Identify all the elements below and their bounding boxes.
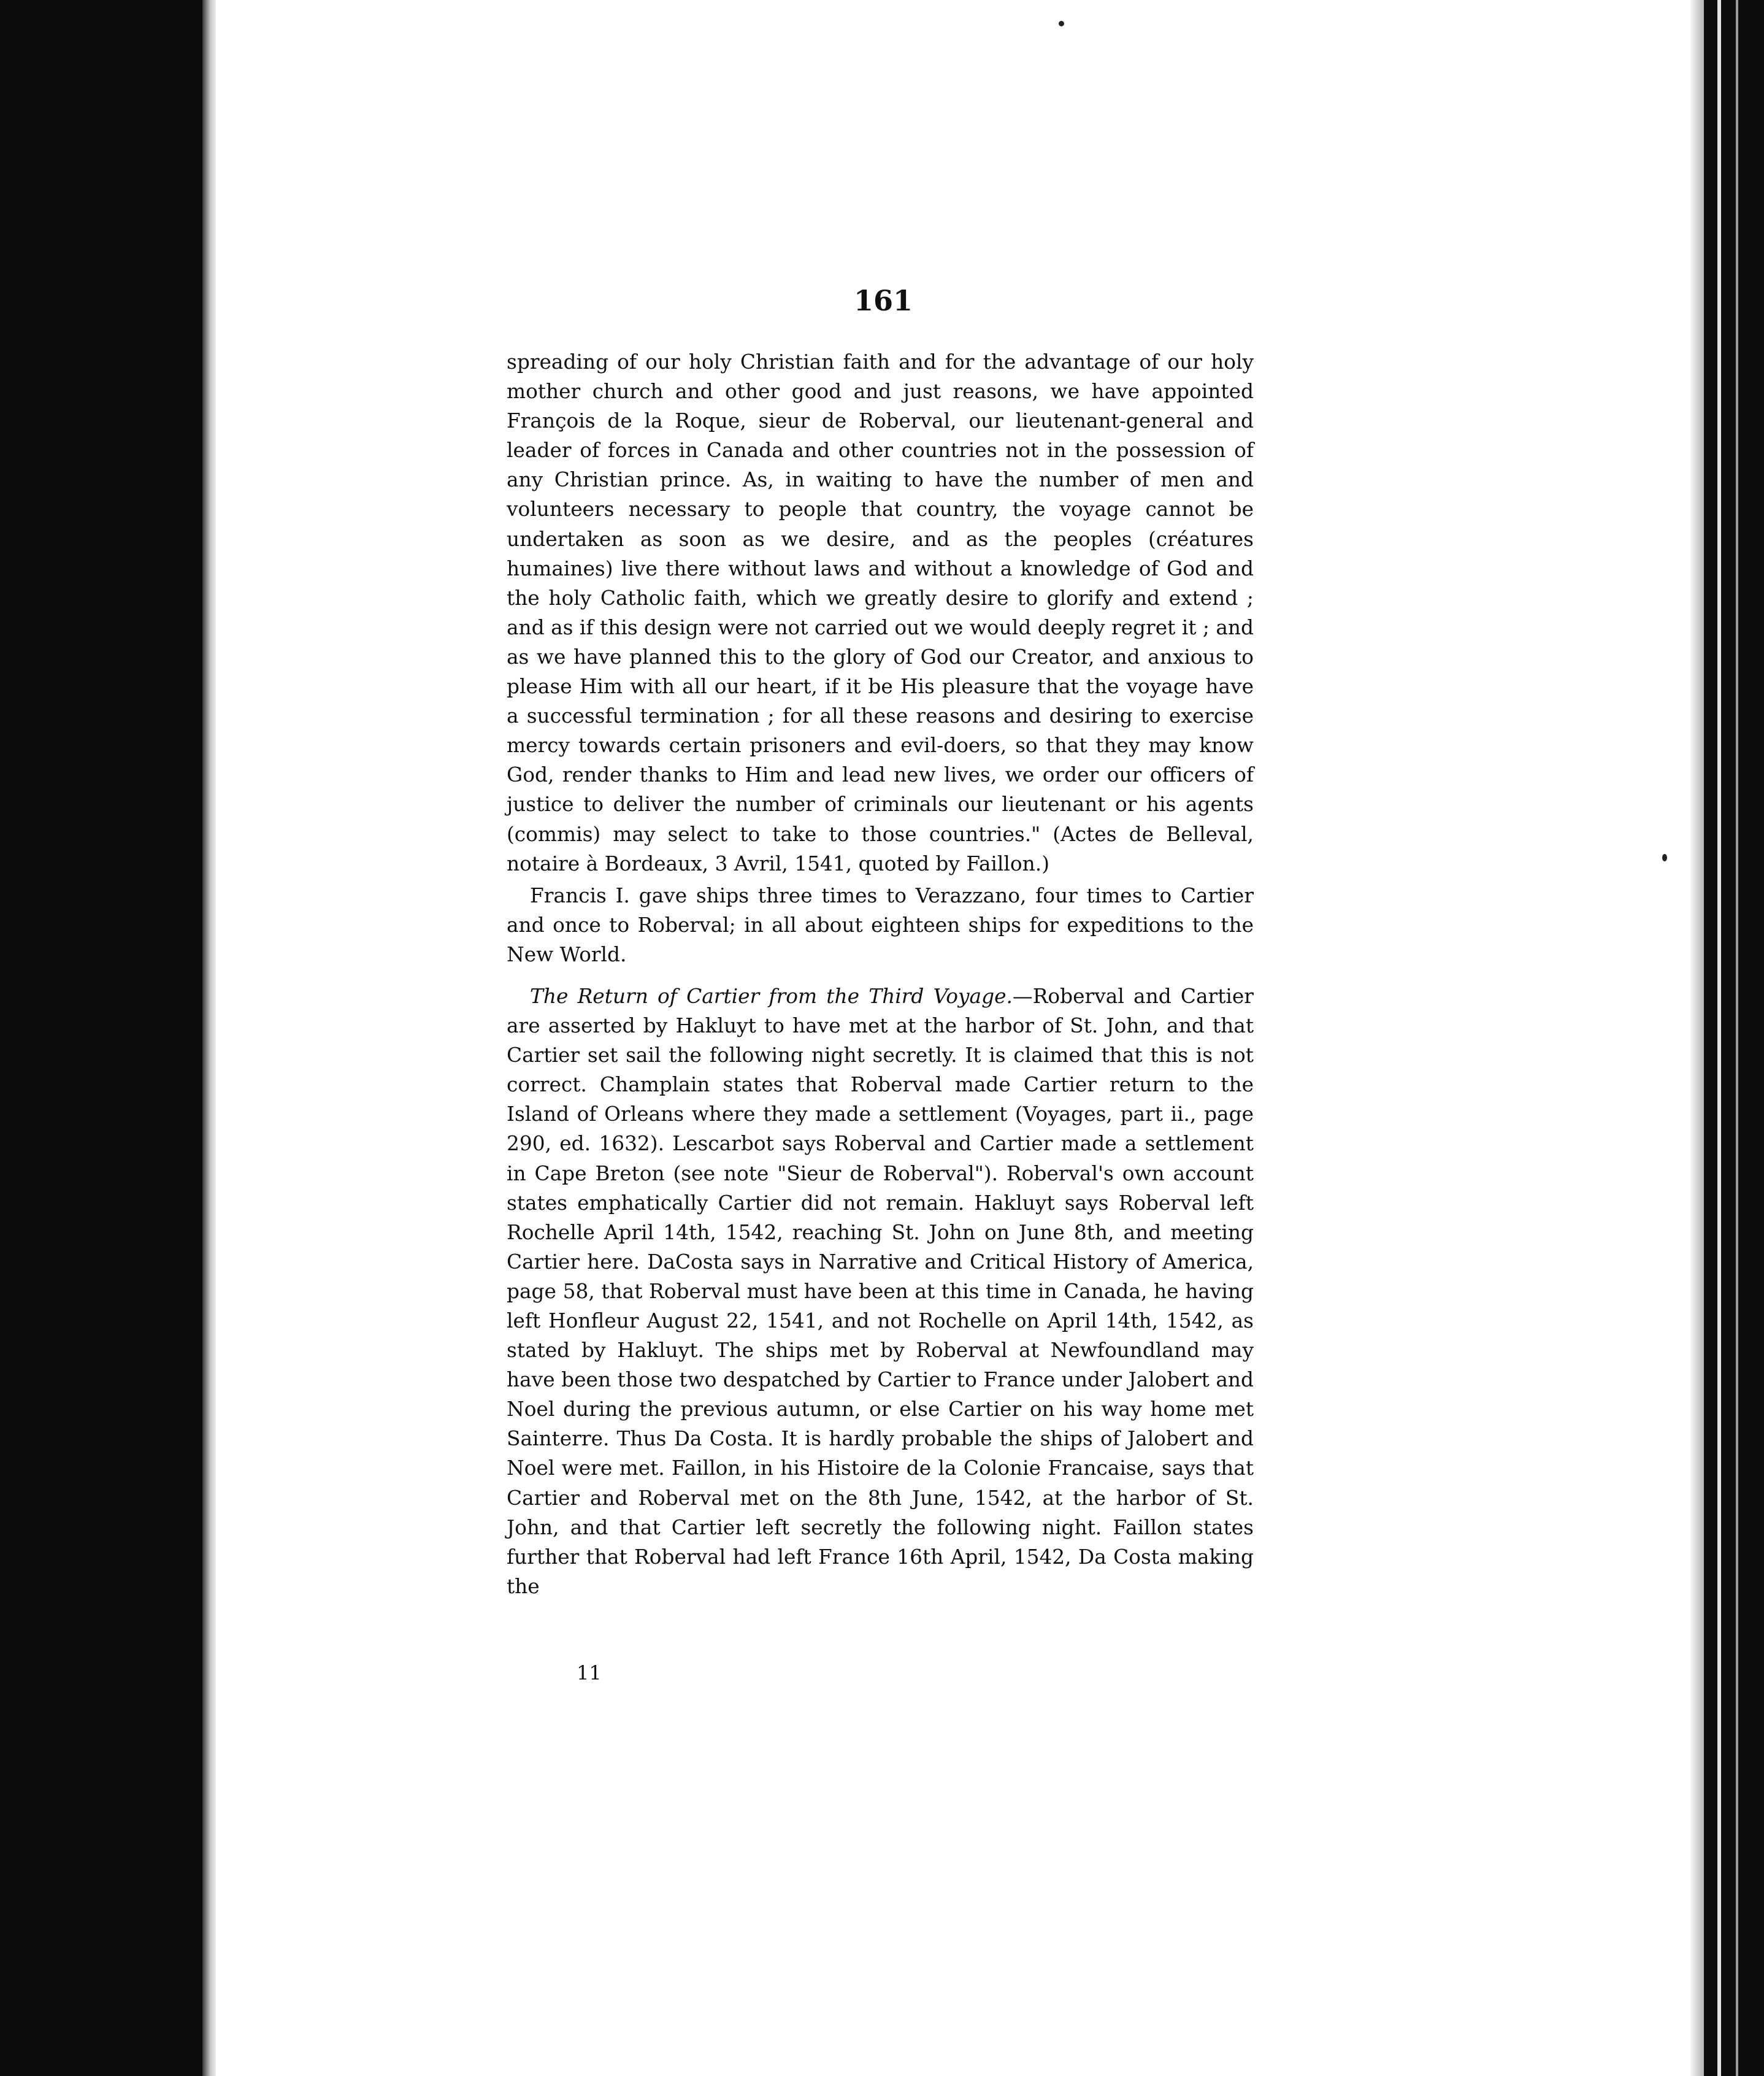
- scan-speck: [1059, 21, 1064, 26]
- paragraph-return-of-cartier: [507, 982, 1254, 1601]
- section-heading: The Return of Cartier from the Third Voyage.: [530, 984, 1013, 1008]
- body-text: [507, 347, 1254, 1601]
- paragraph-quote-continuation: spreading of our holy Christian faith and for the advantage of our holy mother church and other good and just reasons, we have appointed François de la Roque, sieur de Roberval, our lieutenant-general and leader of forces in Canada and other countries not in the possession of any Christian prince. As, in waiting to have the number of men and volunteers necessary to people that country, the voyage cannot be undertaken as soon as we desire, and as the peoples (créatures humaines) live there without laws and without a knowledge of God and the holy Catholic faith, which we greatly desire to glorify and extend ; and as if this design were not carried out we would deeply regret it ; and as we have planned this to the glory of God our Creator, and anxious to please Him with all our heart, if it be His pleasure that the voyage have a successful termination ; for all these reasons and desiring to exercise mercy towards certain prisoners and evil-doers, so that they may know God, render thanks to Him and lead new lives, we order our officers of justice to deliver the number of criminals our lieutenant or his agents (commis) may select to take to those countries." (Actes de Belleval, notaire à Bordeaux, 3 Avril, 1541, quoted by Faillon.): [507, 350, 1254, 875]
- paragraph-francis-ships: Francis I. gave ships three times to Verazzano, four times to Cartier and once to Roberval; in all about eighteen ships for expeditions to the New World.: [507, 883, 1254, 966]
- scan-border-left: [0, 0, 202, 2076]
- scan-line-right-2: [1736, 0, 1738, 2076]
- scan-line-right: [1717, 0, 1721, 2076]
- scan-edge-left: [202, 0, 216, 2076]
- scan-speck: [1662, 854, 1667, 861]
- page-number: 161: [853, 284, 913, 317]
- section-body: —Roberval and Cartier are asserted by Hakluyt to have met at the harbor of St. John, and that Cartier set sail the following night secretly. It is claimed that this is not correct. Champlain states that Roberval made Cartier return to the Island of Orleans where they made a settlement (Voyages, part ii., page 290, ed. 1632). Lescarbot says Roberval and Cartier made a settlement in Cape Breton (see note "Sieur de Roberval"). Roberval's own account states emphatically Cartier did not remain. Hakluyt says Roberval left Rochelle April 14th, 1542, reaching St. John on June 8th, and meeting Cartier here. DaCosta says in Narrative and Critical History of America, page 58, that Roberval must have been at this time in Canada, he having left Honfleur August 22, 1541, and not Rochelle on April 14th, 1542, as stated by Hakluyt. The ships met by Roberval at Newfoundland may have been those two despatched by Cartier to France under Jalobert and Noel during the previous autumn, or else Cartier on his way home met Sainterre. Thus Da Costa. It is hardly probable the ships of Jalobert and Noel were met. Faillon, in his Histoire de la Colonie Francaise, says that Cartier and Roberval met on the 8th June, 1542, at the harbor of St. John, and that Cartier left secretly the following night. Faillon states further that Roberval had left France 16th April, 1542, Da Costa making the: [507, 984, 1254, 1598]
- signature-mark: 11: [577, 1661, 602, 1685]
- scan-shadow-right: [1690, 0, 1704, 2076]
- scan-border-right: [1704, 0, 1764, 2076]
